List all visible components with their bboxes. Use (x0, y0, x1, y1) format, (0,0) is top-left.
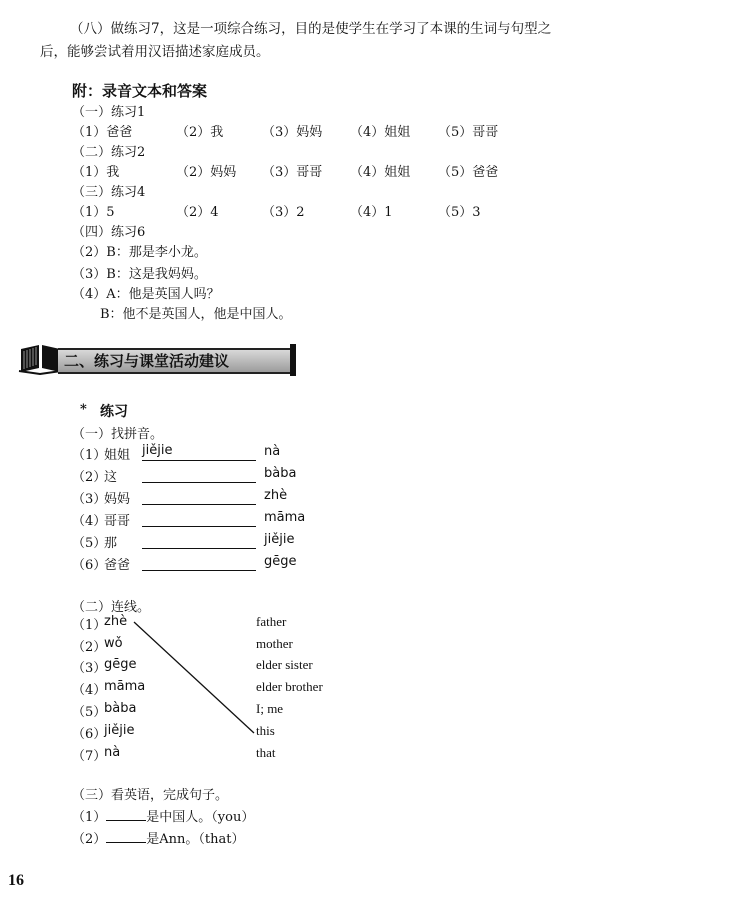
match-row (72, 745, 372, 765)
banner-bar-end (290, 344, 296, 376)
row-pinyin: jiějie (264, 532, 295, 547)
answer-blank[interactable] (106, 829, 146, 843)
ex1-item: （3）妈妈 (262, 125, 323, 140)
section-banner (18, 341, 296, 375)
sentence-text: 是Ann。（that） (146, 832, 245, 847)
answer-blank[interactable] (142, 465, 256, 483)
ex2-item: （3）哥哥 (262, 165, 323, 180)
match-row (72, 614, 372, 634)
ex6-line: （2）B：那是李小龙。 (72, 245, 207, 260)
ex1-item: （1）爸爸 (72, 125, 133, 140)
row-pinyin: bàba (264, 466, 297, 481)
match-row (72, 723, 372, 743)
ex6-line: （3）B：这是我妈妈。 (72, 267, 207, 282)
match-pinyin: jiějie (104, 723, 135, 738)
row-pinyin: gēge (264, 554, 297, 569)
match-english: mother (256, 636, 293, 651)
ex2-item: （2）妈妈 (176, 165, 237, 180)
row-word: 这 (104, 470, 118, 485)
answer-blank[interactable] (106, 807, 146, 821)
complete-task-heading: （三）看英语，完成句子。 (72, 788, 229, 803)
row-word: 哥哥 (104, 514, 131, 529)
match-pinyin: māma (104, 679, 146, 694)
pinyin-row (72, 488, 332, 508)
match-row (72, 636, 372, 656)
match-row (72, 701, 372, 721)
row-word: 爸爸 (104, 558, 131, 573)
row-number: （6） (72, 727, 107, 742)
match-english: elder brother (256, 679, 323, 694)
row-pinyin: nà (264, 444, 281, 459)
match-english: that (256, 745, 276, 760)
answer-blank[interactable] (142, 531, 256, 549)
row-number: （4） (72, 683, 107, 698)
match-row (72, 657, 372, 677)
ex4-item: （3）2 (262, 205, 305, 220)
ex4-answers (72, 201, 532, 221)
pinyin-row (72, 554, 332, 574)
match-english: father (256, 614, 287, 629)
pinyin-task-heading: （一）找拼音。 (72, 427, 164, 442)
match-task-heading: （二）连线。 (72, 600, 151, 615)
match-row (72, 679, 372, 699)
ex2-item: （4）姐姐 (350, 165, 411, 180)
complete-item (72, 828, 245, 847)
ex4-item: （1）5 (72, 205, 115, 220)
ex2-heading: （二）练习2 (72, 145, 146, 160)
ex6-heading: （四）练习6 (72, 225, 146, 240)
ex1-answers (72, 121, 532, 141)
practice-title: 练习 (100, 404, 128, 420)
row-number: （1） (72, 810, 107, 825)
pinyin-row (72, 444, 332, 464)
ex4-item: （5）3 (438, 205, 481, 220)
page-number: 16 (8, 872, 24, 889)
ex1-item: （5）哥哥 (438, 125, 499, 140)
row-word: 姐姐 (104, 448, 131, 463)
row-word: 妈妈 (104, 492, 131, 507)
row-number: （4） (72, 514, 107, 529)
answer-blank[interactable] (142, 509, 256, 527)
match-pinyin: bàba (104, 701, 137, 716)
star-marker: * (80, 402, 87, 417)
row-number: （2） (72, 640, 107, 655)
ex6-line: B：他不是英国人，他是中国人。 (100, 307, 292, 322)
complete-item (72, 806, 254, 825)
row-number: （2） (72, 832, 107, 847)
intro-line-1: （八）做练习7，这是一项综合练习，目的是使学生在学习了本课的生词与句型之 (70, 21, 552, 37)
ex2-item: （5）爸爸 (438, 165, 499, 180)
row-number: （1） (72, 618, 107, 633)
ex2-answers (72, 161, 532, 181)
ex1-heading: （一）练习1 (72, 105, 146, 120)
section-title: 二、练习与课堂活动建议 (64, 352, 230, 370)
answer-blank[interactable] (142, 487, 256, 505)
ex4-item: （2）4 (176, 205, 219, 220)
row-number: （5） (72, 536, 107, 551)
ex4-item: （4）1 (350, 205, 393, 220)
row-number: （5） (72, 705, 107, 720)
match-english: I; me (256, 701, 284, 716)
answer-blank[interactable] (142, 553, 256, 571)
row-number: （7） (72, 749, 107, 764)
ex1-item: （2）我 (176, 125, 224, 140)
pinyin-row (72, 532, 332, 552)
appendix-title: 附：录音文本和答案 (72, 82, 208, 100)
match-english: elder sister (256, 657, 313, 672)
pinyin-row (72, 466, 332, 486)
match-english: this (256, 723, 275, 738)
pinyin-row (72, 510, 332, 530)
row-pinyin: māma (264, 510, 306, 525)
ex2-item: （1）我 (72, 165, 120, 180)
match-pinyin: wǒ (104, 636, 123, 651)
row-number: （1） (72, 448, 107, 463)
row-number: （3） (72, 661, 107, 676)
row-number: （3） (72, 492, 107, 507)
answer-blank[interactable] (142, 443, 256, 461)
match-pinyin: gēge (104, 657, 137, 672)
row-pinyin: zhè (264, 488, 288, 503)
ex1-item: （4）姐姐 (350, 125, 411, 140)
row-number: （6） (72, 558, 107, 573)
match-pinyin: nà (104, 745, 121, 760)
row-number: （2） (72, 470, 107, 485)
answer-text: jiějie (142, 443, 173, 458)
intro-line-2: 后，能够尝试着用汉语描述家庭成员。 (40, 44, 270, 60)
row-word: 那 (104, 536, 118, 551)
ex6-line: （4）A：他是英国人吗？ (72, 287, 220, 302)
book-icon (18, 341, 62, 375)
sentence-text: 是中国人。（you） (146, 810, 255, 825)
match-pinyin: zhè (104, 614, 128, 629)
ex4-heading: （三）练习4 (72, 185, 146, 200)
